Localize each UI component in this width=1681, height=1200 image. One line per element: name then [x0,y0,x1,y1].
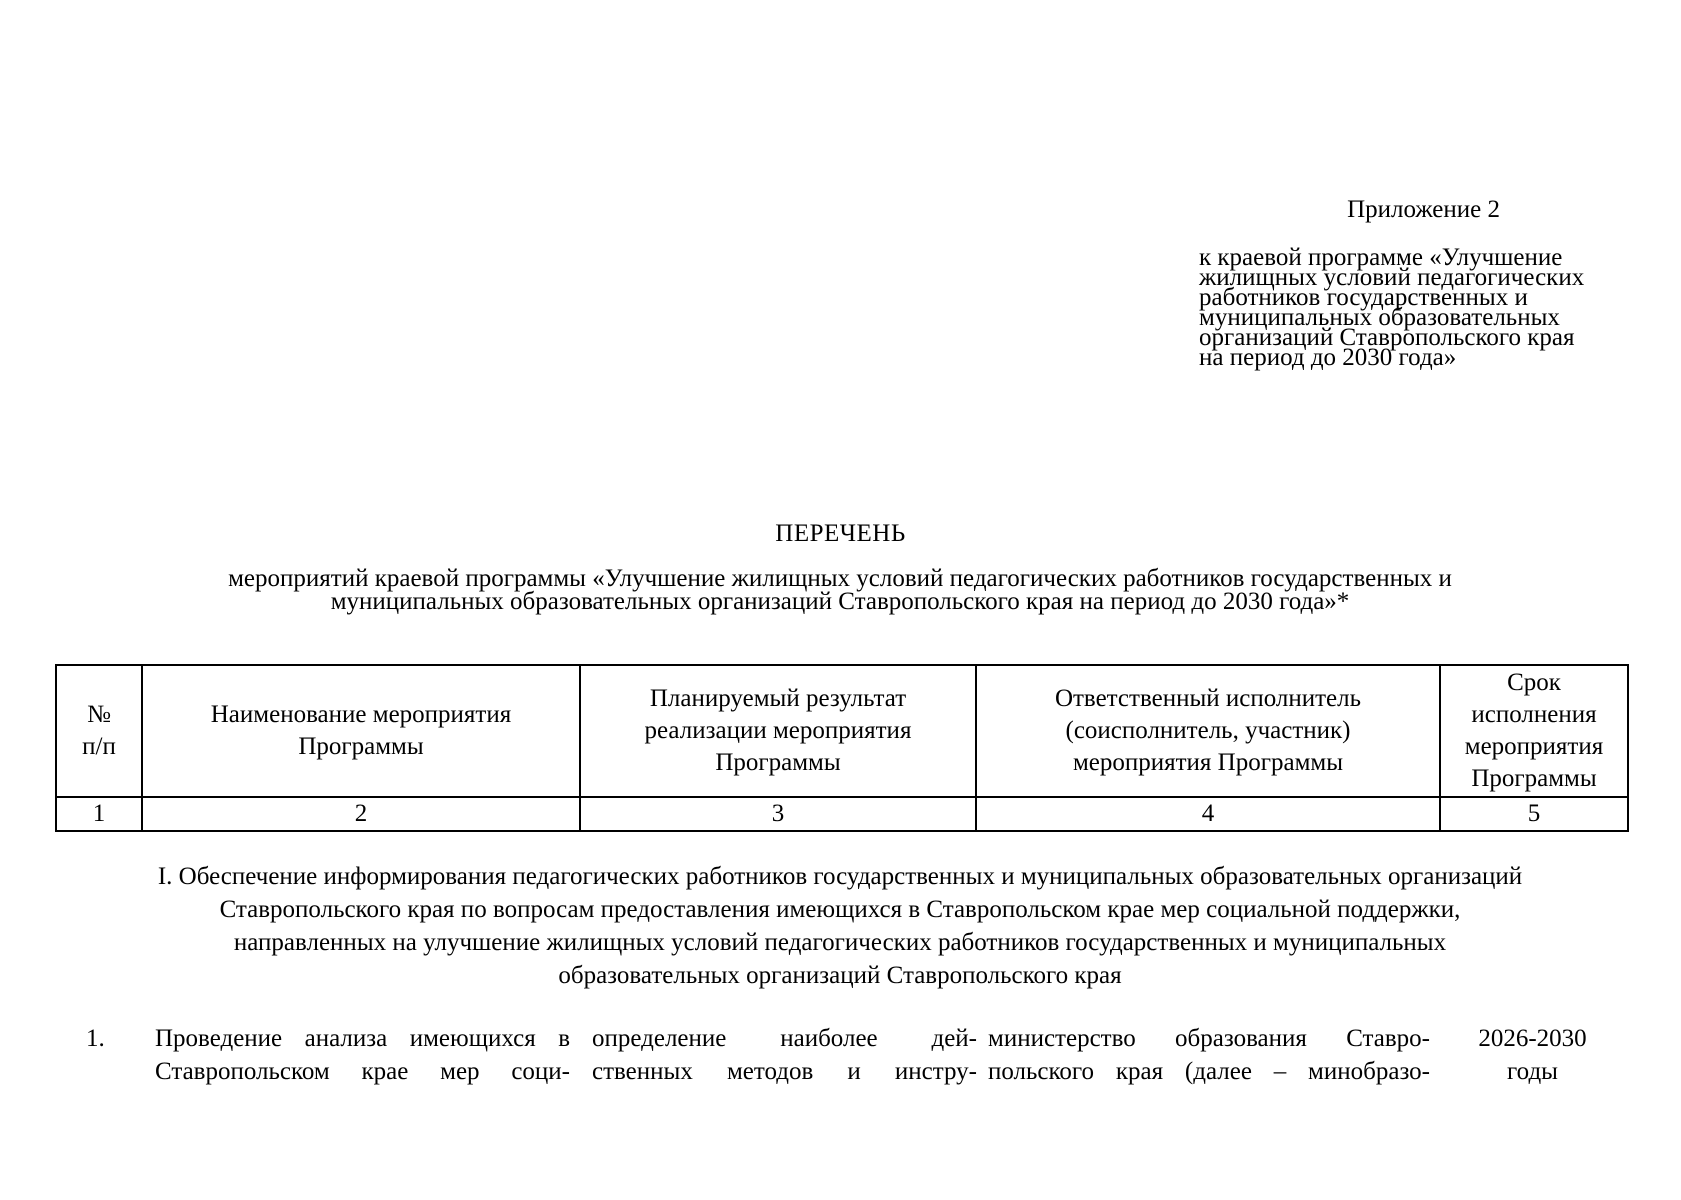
item-responsible-line: польского края (далее – минобразо- [988,1058,1430,1085]
item-name-line: Проведение анализа имеющихся в [155,1025,570,1052]
header-line: мероприятия [1464,733,1604,760]
document-title: ПЕРЕЧЕНЬ [775,520,906,547]
appendix-line: организаций Ставропольского края [1199,324,1575,351]
item-name-line: Ставропольском крае мер соци- [155,1058,570,1085]
column-number: 2 [142,797,580,831]
header-line: Программы [1471,765,1597,792]
table-header-row [56,665,1628,797]
subtitle-line: муниципальных образовательных организаций Ставропольского края на период до 2030 года»* [330,588,1350,615]
header-line: № [87,701,111,728]
appendix-line: на период до 2030 года» [1199,344,1457,371]
column-number: 4 [976,797,1440,831]
section-line: Ставропольского края по вопросам предоставления имеющихся в Ставропольском крае мер социальной поддержки, [219,896,1461,923]
item-result [592,1022,977,1088]
item-responsible-line: министерство образования Ставро- [988,1025,1430,1052]
appendix-line: жилищных условий педагогических [1199,264,1585,291]
header-line: Программы [298,733,424,760]
appendix-line: к краевой программе «Улучшение [1199,244,1563,271]
header-line: исполнения [1471,701,1597,728]
item-name [155,1022,570,1088]
header-line: Наименование мероприятия [210,701,512,728]
column-number: 3 [580,797,976,831]
subtitle-line: мероприятий краевой программы «Улучшение жилищных условий педагогических работников государственных и [228,565,1452,592]
header-planned-result [580,665,976,797]
header-line: п/п [82,733,116,760]
header-line: мероприятия Программы [1072,749,1344,776]
header-line: (соисполнитель, участник) [1065,717,1351,744]
header-line: Срок [1507,669,1561,696]
appendix-title: Приложение 2 [1347,196,1500,223]
item-responsible [988,1022,1430,1088]
header-line: реализации мероприятия [644,717,912,744]
item-result-line: определение наиболее дей- [592,1025,977,1052]
header-line: Планируемый результат [649,685,907,712]
header-responsible [976,665,1440,797]
header-number [56,665,142,797]
document-subtitle [130,567,1550,613]
header-line: Ответственный исполнитель [1054,685,1362,712]
appendix-line: муниципальных образовательных [1199,304,1560,331]
item-term [1450,1022,1615,1088]
item-term-line: 2026-2030 [1478,1025,1587,1052]
appendix-reference [1199,244,1632,371]
section-line: I. Обеспечение информирования педагогических работников государственных и муниципальных образовательных организаций [157,863,1523,890]
item-number: 1. [86,1025,105,1052]
header-event-name [142,665,580,797]
section-title [60,860,1620,992]
section-line: направленных на улучшение жилищных условий педагогических работников государственных и муниципальных [233,929,1447,956]
appendix-line: работников государственных и [1199,284,1528,311]
header-term [1440,665,1628,797]
table-column-numbers-row [56,797,1628,831]
column-number: 5 [1440,797,1628,831]
events-table-header [55,664,1629,832]
section-line: образовательных организаций Ставропольского края [558,962,1122,989]
item-term-line: годы [1507,1058,1558,1085]
header-line: Программы [715,749,841,776]
item-result-line: ственных методов и инстру- [592,1058,977,1085]
column-number: 1 [56,797,142,831]
